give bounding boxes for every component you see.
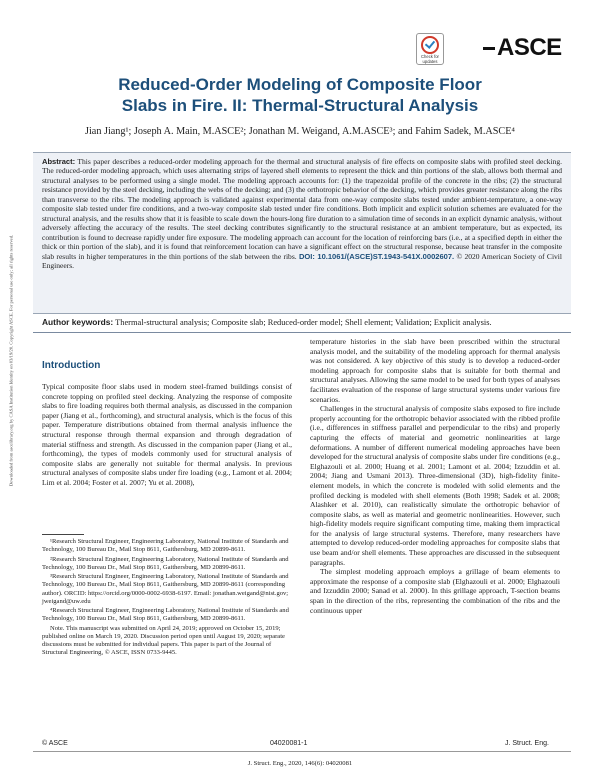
keywords-text: Thermal-structural analysis; Composite slab; Reduced-order model; Shell element; Validation; Explicit analysis. [115,318,492,327]
badge-line2: updates [422,58,438,64]
title-line2: Slabs in Fire. II: Thermal-Structural Analysis [121,96,479,115]
footnote-2: ²Research Structural Engineer, Engineering Laboratory, National Institute of Standards and Technology, 100 Bureau Dr., Mail Stop 8611, Gaithersburg, MD 20899-8611. [42,555,289,571]
intro-column-left [42,382,292,488]
doi-link[interactable]: DOI: 10.1061/(ASCE)ST.1943-541X.0002607. [298,251,455,261]
submission-note: Note. This manuscript was submitted on April 24, 2019; approved on October 15, 2019; published online on March 19, 2020. Discussion period open until August 19, 2020; separate discussions must be submitted for individual papers. This paper is part of the Journal of Structural Engineering, © ASCE, ISSN 0733-9445. [42,624,285,657]
footnote-rule [42,534,84,535]
intro-paragraph: Typical composite floor slabs used in modern steel-framed buildings consist of concrete topping on profiled steel decking. Analyzing the response of composite slabs to fire loading requires both thermal analysis, as discussed in the companion paper (Jiang et al., forthcoming), and structural analysis, which is the focus of this paper. Temperature distributions obtained from thermal analysis influence the structural response through thermal expansion and through degradation of material stiffness and strength. As discussed in the companion paper (Jiang et al., forthcoming), the types of models commonly used for structural analysis of composite slabs are generally not suitable for thermal analysis. In previous structural analyses of composite slabs under fire loading (e.g., Lamont et al. 2004; Lim et al. 2004; Foster et al. 2007; Yu et al. 2008), [42,382,292,487]
abstract-body: This paper describes a reduced-order modeling approach for the thermal and structural analysis of fire effects on composite slabs with profiled steel decking. The reduced-order modeling approach, which uses alternating strips of layered shell elements to represent the thick and thin portions of the slab, allows both thermal and structural analyses to be performed using a single model. The modeling approach accounts for: (1) the trapezoidal profile of the concrete in the ribs; (2) the structural resistance provided by the steel decking, including the webs of the decking; and (3) the orthotropic behavior of the decking, which provides greater resistance along the ribs than transverse to the ribs. The modeling approach is validated against experimental data from one-way composite slabs tested under ambient-temperature, a one-way composite slab tested under fire conditions, and a two-way composite slab tested under fire conditions. Both implicit and explicit solution schemes are evaluated for the structural analysis, and the results show that it is feasible to scale down the hours-long fire duration to a simulation time of seconds in an explicit dynamic analysis, without adversely affecting the accuracy of the results. The steel decking contributes significantly to the structural resistance at an ambient temperature, but as expected, its contribution is found to decrease rapidly under fire exposure. The modeling approach can account for the location of reinforcing bars (i.e., at a specified depth in either the thick or thin portion of the slab), and it is found that reinforcement location can have a significant effect on the structural response, because heat transfer in the composite slab results in higher temperatures in the thin portions of the slab between the ribs. [42,157,562,261]
abstract [42,157,562,270]
introduction-heading: Introduction [42,360,101,371]
intro-column-right [310,337,560,615]
paper-title [40,74,560,116]
footnote-3: ³Research Structural Engineer, Engineering Laboratory, National Institute of Standards and Technology, 100 Bureau Dr., Mail Stop 8611, Gaithersburg, MD 20899-8611 (corresponding author). ORCID: https://orcid.org/0000-0002-6938-6197. Email: jonathan.weigand@nist.gov; jweigand@uw.edu [42,573,289,605]
logo-text: ASCE [497,34,562,61]
keywords [42,317,562,327]
check-updates-icon [421,36,439,54]
footer-citation: J. Struct. Eng., 2020, 146(6): 04020081 [247,760,353,767]
footnotes [42,538,292,659]
section-divider [33,332,571,333]
logo-bar-icon [483,47,495,50]
download-notice: Downloaded from ascelibrary.org by CASA Institution Identity on 03/19/20. Copyright ASCE. For personal use only; all rights reserved. [8,234,14,487]
download-sidebar [4,150,14,580]
intro-paragraph: The simplest modeling approach employs a grillage of beam elements to approximate the response of a composite slab (Elghazouli et al. 2000; Elghazouli and Izzuddin 2000; Sanad et al. 2000). In this grillage approach, T-section beams span in the direction of the ribs, representing the combination of the ribs and the continuous upper [310,567,560,615]
keywords-label: Author keywords: [42,317,114,327]
footer-rule [33,751,571,752]
title-line1: Reduced-Order Modeling of Composite Floor [118,75,482,94]
abstract-copyright: © 2020 American Society of Civil Engineers. [42,251,563,270]
abstract-label: Abstract: [42,157,76,166]
footer-copyright: © ASCE [42,740,68,747]
footnote-1: ¹Research Structural Engineer, Engineering Laboratory, National Institute of Standards and Technology, 100 Bureau Dr., Mail Stop 8611, Gaithersburg, MD 20899-8611. [42,538,289,554]
footer-page-id: 04020081-1 [270,740,308,747]
badge-line1: Check for [421,54,439,59]
footnote-4: ⁴Research Structural Engineer, Engineering Laboratory, National Institute of Standards and Technology, 100 Bureau Dr., Mail Stop 8611, Gaithersburg, MD 20899-8611. [42,607,289,623]
intro-paragraph: Challenges in the structural analysis of composite slabs exposed to fire include properly accounting for the orthotropic behavior associated with the ribbed profile (i.e., differences in stiffness parallel and perpendicular to the ribs) and properly capturing the effects of material and geometric nonlinearities at large deformations. A number of different numerical modeling approaches have been developed for the structural analysis of composite slabs under fire conditions (e.g., Elghazouli et al. 2000; Huang et al. 2001; Lamont et al. 2004; Izzuddin et al. 2004; Jiang and Usmani 2013). Three-dimensional (3D), high-fidelity finite-element models, in which the concrete is modeled with solid elements and the profiled decking is modeled with shell elements (Both 1998; Sadek et al. 2008; Alashker et al. 2010), can realistically simulate the orthotropic behavior of composite slabs, as well as material and geometric nonlinearities. However, such high-fidelity models require significant computing time, making them impractical for the analysis of large structural systems. Therefore, many researchers have attempted to develop reduced-order modeling approaches for composite slabs that use beam and/or shell elements. These approaches are discussed in the subsequent paragraphs. [310,404,560,567]
intro-paragraph: temperature histories in the slab have been prescribed within the structural analysis model, and the suitability of the modeling approach for thermal analysis was not considered. A key objective of this study is to develop a reduced-order modeling approach for composite slabs that is suitable for both thermal and structural analyses. Allowing the same model to be used for both types of analyses facilitates evaluation of the response of large structural systems under various fire scenarios. [310,337,560,404]
check-for-updates-badge[interactable] [416,33,444,65]
asce-logo [483,34,562,62]
author-list: Jian Jiang¹; Joseph A. Main, M.ASCE²; Jonathan M. Weigand, A.M.ASCE³; and Fahim Sadek, M.ASCE⁴ [85,126,515,137]
footer-journal: J. Struct. Eng. [505,740,549,747]
